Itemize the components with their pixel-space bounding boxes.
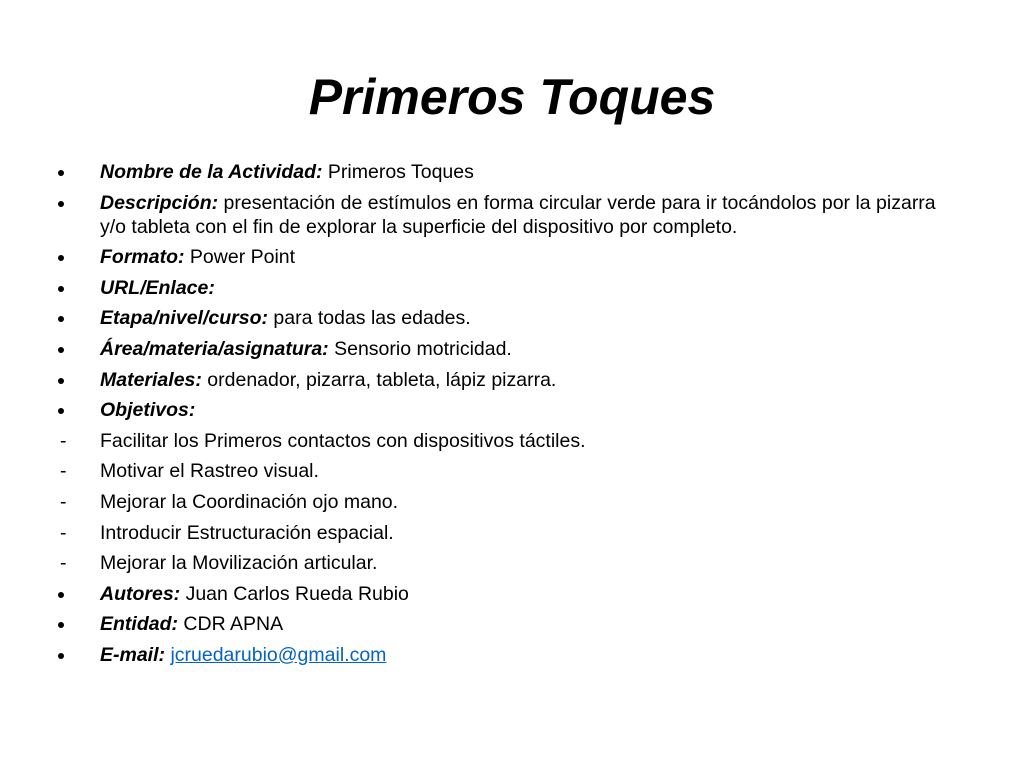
- item-label: Autores:: [100, 582, 181, 605]
- dash-marker: -: [60, 521, 67, 544]
- bullet-icon: [58, 653, 64, 659]
- objective-text: Facilitar los Primeros contactos con dispositivos táctiles.: [100, 429, 586, 452]
- list-item-entity: [56, 612, 956, 636]
- list-item-objectives: [56, 398, 956, 422]
- item-value: Power Point: [184, 246, 296, 269]
- dash-marker: -: [60, 552, 67, 575]
- slide-title: Primeros Toques: [308, 69, 716, 125]
- bullet-icon: [58, 622, 64, 628]
- email-link[interactable]: jcruedarubio@gmail.com: [170, 643, 387, 666]
- list-item-materials: [56, 368, 956, 392]
- list-item-objective: [56, 429, 956, 453]
- bullet-icon: [58, 408, 64, 414]
- item-label: Descripción:: [100, 191, 219, 214]
- dash-marker: -: [60, 429, 67, 452]
- list-item-description: [56, 191, 956, 239]
- item-value: para todas las edades.: [267, 307, 471, 330]
- item-label: Entidad:: [100, 613, 178, 636]
- content-list: [56, 160, 956, 674]
- bullet-icon: [58, 255, 64, 261]
- item-value: Sensorio motricidad.: [328, 337, 512, 360]
- objective-text: Motivar el Rastreo visual.: [100, 460, 319, 483]
- item-value: Juan Carlos Rueda Rubio: [180, 582, 409, 605]
- dash-marker: -: [60, 490, 67, 513]
- bullet-icon: [58, 378, 64, 384]
- bullet-icon: [58, 201, 64, 207]
- list-item-stage: [56, 306, 956, 330]
- list-item-objective: [56, 551, 956, 575]
- item-label: Área/materia/asignatura:: [100, 337, 329, 360]
- bullet-icon: [58, 592, 64, 598]
- item-value: CDR APNA: [178, 613, 284, 636]
- bullet-icon: [58, 286, 64, 292]
- list-item-authors: [56, 582, 956, 606]
- list-item-objective: [56, 521, 956, 545]
- item-label: Formato:: [100, 246, 185, 269]
- item-label: Objetivos:: [100, 399, 196, 422]
- bullet-icon: [58, 316, 64, 322]
- item-label: Materiales:: [100, 368, 202, 391]
- list-item-area: [56, 337, 956, 361]
- item-value: Primeros Toques: [322, 161, 474, 183]
- dash-marker: -: [60, 460, 67, 483]
- list-item-format: [56, 245, 956, 269]
- objective-text: Mejorar la Coordinación ojo mano.: [100, 490, 399, 513]
- bullet-icon: [58, 170, 64, 176]
- list-item-url: [56, 276, 956, 300]
- bullet-icon: [58, 347, 64, 353]
- list-item-objective: [56, 459, 956, 483]
- list-item-objective: [56, 490, 956, 514]
- item-value: presentación de estímulos en forma circular verde para ir tocándolos por la pizarra y/o tableta con el fin de explorar la superficie del dispositivo por completo.: [100, 191, 936, 238]
- objective-text: Introducir Estructuración espacial.: [100, 521, 394, 544]
- list-item-email: [56, 643, 956, 667]
- item-label: Etapa/nivel/curso:: [100, 307, 268, 330]
- item-value: ordenador, pizarra, tableta, lápiz pizarra.: [201, 368, 557, 391]
- item-label: E-mail:: [100, 643, 166, 666]
- list-item-activity: [56, 160, 956, 184]
- objective-text: Mejorar la Movilización articular.: [100, 552, 378, 575]
- item-label: URL/Enlace:: [100, 276, 215, 299]
- item-label: Nombre de la Actividad:: [100, 161, 323, 183]
